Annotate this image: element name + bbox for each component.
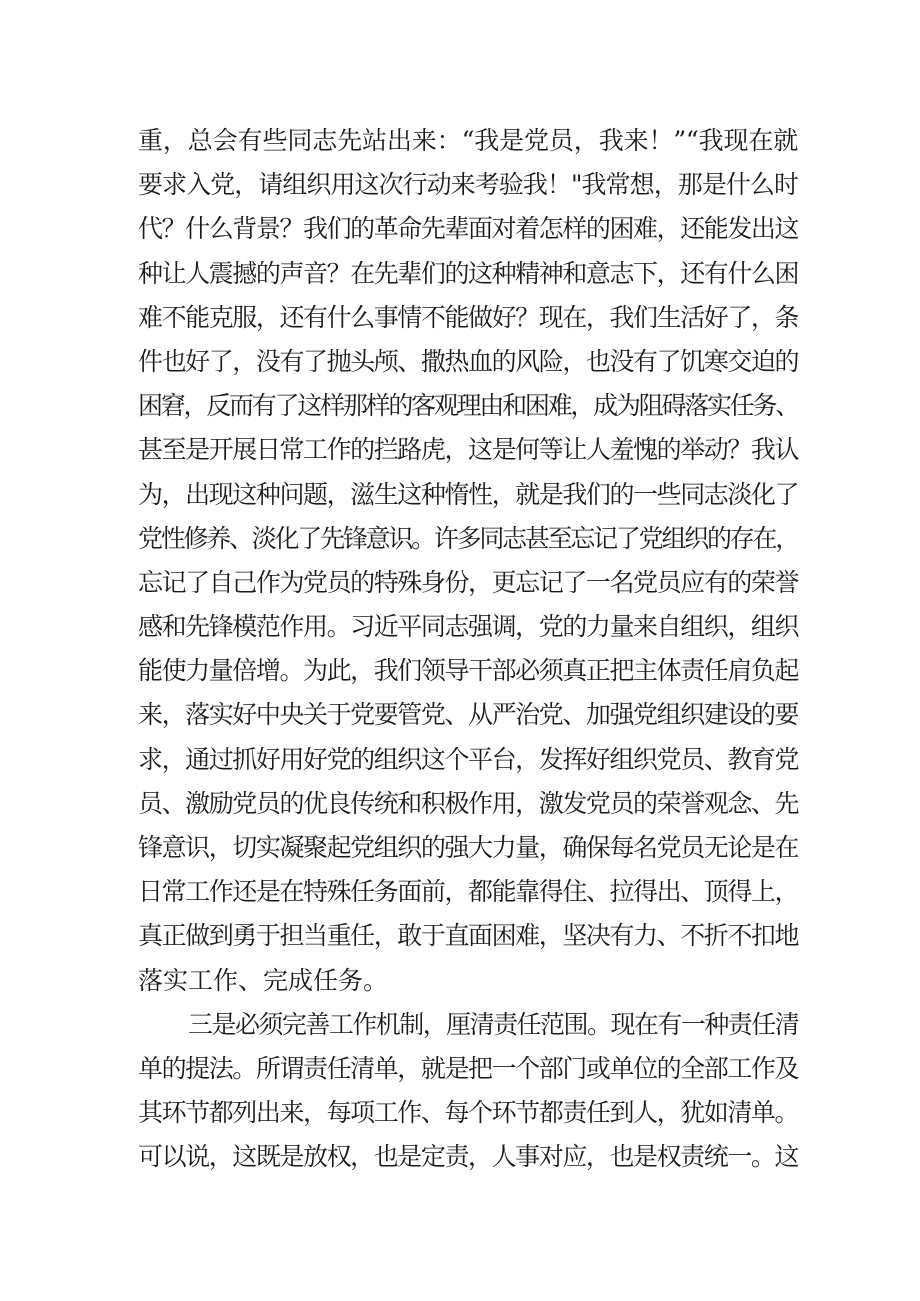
text-line: 为，出现这种问题，滋生这种惰性，就是我们的一些同志淡化了 (138, 479, 798, 509)
text-line: 代？什么背景？我们的革命先辈面对着怎样的困难，还能发出这 (138, 214, 798, 244)
text-line: 单的提法。所谓责任清单，就是把一个部门或单位的全部工作及 (138, 1053, 798, 1083)
text-line: 甚至是开展日常工作的拦路虎，这是何等让人羞愧的举动？我认 (138, 435, 798, 465)
text-line: 种让人震撼的声音？在先辈们的这种精神和意志下，还有什么困 (138, 258, 798, 288)
body-text (138, 119, 798, 1180)
text-line: 困窘，反而有了这样那样的客观理由和困难，成为阻碍落实任务、 (138, 391, 798, 421)
text-line: 能使力量倍增。为此，我们领导干部必须真正把主体责任肩负起 (138, 656, 798, 686)
text-line: 日常工作还是在特殊任务面前，都能靠得住、拉得出、顶得上， (138, 877, 798, 907)
text-line: 员、激励党员的优良传统和积极作用，激发党员的荣誉观念、先 (138, 788, 798, 818)
text-line: 可以说，这既是放权，也是定责，人事对应，也是权责统一。这 (138, 1142, 798, 1172)
text-line: 件也好了，没有了抛头颅、撒热血的风险，也没有了饥寒交迫的 (138, 346, 798, 376)
paragraph-2 (138, 1003, 798, 1180)
text-line: 三是必须完善工作机制，厘清责任范围。现在有一种责任清 (188, 1009, 798, 1039)
text-line: 难不能克服，还有什么事情不能做好？现在，我们生活好了，条 (138, 302, 798, 332)
text-line: 落实工作、完成任务。 (138, 965, 389, 995)
text-line: 重，总会有些同志先站出来：“我是党员，我来！”“我现在就 (138, 126, 798, 155)
text-line: 党性修养、淡化了先锋意识。许多同志甚至忘记了党组织的存在， (138, 523, 798, 553)
text-line: 忘记了自己作为党员的特殊身份，更忘记了一名党员应有的荣誉 (138, 567, 798, 597)
text-line: 感和先锋模范作用。习近平同志强调，党的力量来自组织，组织 (138, 612, 798, 642)
text-line: 来，落实好中央关于党要管党、从严治党、加强党组织建设的要 (138, 700, 798, 730)
text-line: 求，通过抓好用好党的组织这个平台，发挥好组织党员、教育党 (138, 744, 798, 774)
paragraph-1 (138, 119, 798, 1003)
text-line: 要求入党，请组织用这次行动来考验我！"我常想，那是什么时 (138, 170, 798, 200)
text-line: 真正做到勇于担当重任，敢于直面困难，坚决有力、不折不扣地 (138, 921, 798, 951)
text-line: 锋意识，切实凝聚起党组织的强大力量，确保每名党员无论是在 (138, 833, 798, 862)
text-line: 其环节都列出来，每项工作、每个环节都责任到人，犹如清单。 (138, 1098, 798, 1128)
